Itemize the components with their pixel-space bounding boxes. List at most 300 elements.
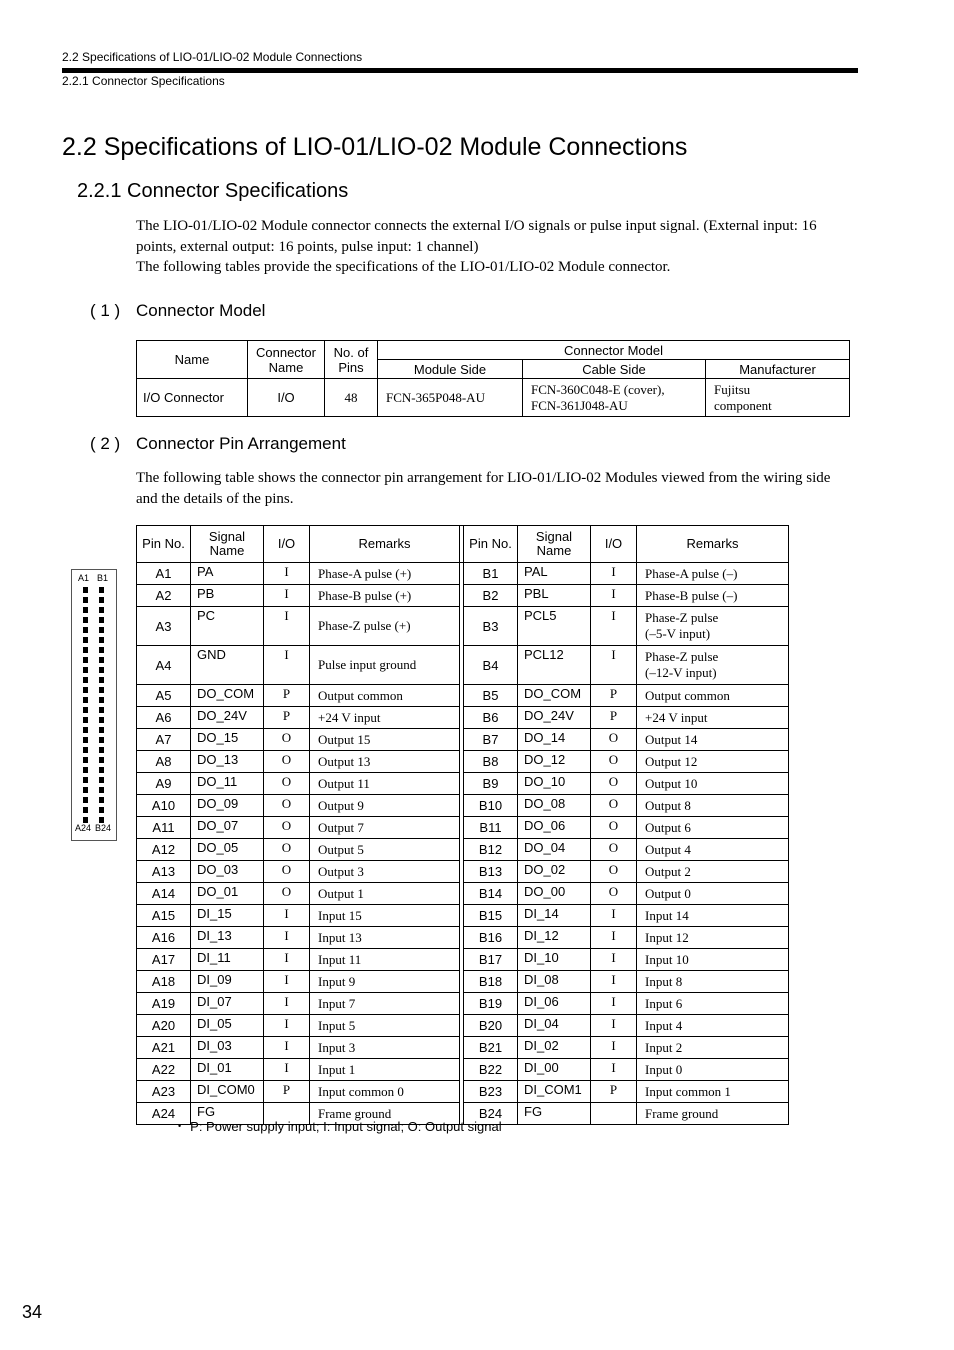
pin-number: A5: [137, 685, 191, 707]
table-row: [137, 685, 789, 707]
signal-name: DI_04: [518, 1015, 591, 1037]
io-type: O: [591, 773, 637, 795]
pin-dot: [99, 677, 104, 683]
io-type: P: [264, 1081, 310, 1103]
table-row: [137, 707, 789, 729]
table-row: [137, 795, 789, 817]
remarks-line-2: (–5-V input): [645, 626, 711, 641]
intro-paragraph-1: The LIO-01/LIO-02 Module connector connects the external I/O signals or pulse input signal. (External input: 16 points, external output: 16 points, pulse input: 1 channel): [136, 218, 817, 255]
io-type: O: [264, 729, 310, 751]
pin-dot: [83, 687, 88, 693]
page-title: 2.2 Specifications of LIO-01/LIO-02 Module Connections: [62, 133, 688, 161]
remarks: Phase-Z pulse (+): [310, 607, 460, 646]
heading-text: Connector Model: [136, 301, 266, 320]
pin-dot: [83, 717, 88, 723]
signal-name: DI_13: [191, 927, 264, 949]
io-type: I: [591, 949, 637, 971]
header-no-of-pins: No. of Pins: [325, 341, 378, 379]
table-row: [137, 773, 789, 795]
remarks: Output 6: [637, 817, 789, 839]
pin-dot: [83, 607, 88, 613]
pin-number: B12: [464, 839, 518, 861]
remarks: Input 8: [637, 971, 789, 993]
pin-dot: [83, 597, 88, 603]
remarks: Input 13: [310, 927, 460, 949]
pin-number: B16: [464, 927, 518, 949]
io-type: I: [591, 905, 637, 927]
table-row: [137, 646, 789, 685]
pin-dot: [99, 587, 104, 593]
pin-dot: [83, 747, 88, 753]
remarks: Output common: [637, 685, 789, 707]
pin-dot: [83, 767, 88, 773]
header-cable-side: Cable Side: [523, 360, 706, 379]
pin-number: B3: [464, 607, 518, 646]
label-b24: B24: [95, 823, 112, 833]
pin-number: A8: [137, 751, 191, 773]
pin-dot: [83, 677, 88, 683]
io-type: I: [264, 949, 310, 971]
pin-dot: [83, 587, 88, 593]
io-type: I: [591, 927, 637, 949]
signal-name: PA: [191, 563, 264, 585]
header-io-b: I/O: [591, 526, 637, 563]
pin-number: B11: [464, 817, 518, 839]
remarks-line-1: Phase-Z pulse: [645, 610, 719, 625]
remarks: Output 14: [637, 729, 789, 751]
io-type: I: [264, 927, 310, 949]
pin-dot: [99, 777, 104, 783]
pin-number: B15: [464, 905, 518, 927]
signal-name: DI_00: [518, 1059, 591, 1081]
pin-dot: [99, 737, 104, 743]
remarks: Input 4: [637, 1015, 789, 1037]
signal-name: DO_11: [191, 773, 264, 795]
io-type: O: [264, 883, 310, 905]
remarks: Output common: [310, 685, 460, 707]
pin-number: A15: [137, 905, 191, 927]
remarks: Output 8: [637, 795, 789, 817]
remarks: Output 4: [637, 839, 789, 861]
pin-dot: [83, 637, 88, 643]
signal-name: DI_14: [518, 905, 591, 927]
remarks: Input 2: [637, 1037, 789, 1059]
io-type: I: [264, 1037, 310, 1059]
heading-text: Connector Pin Arrangement: [136, 434, 346, 453]
pin-intro-paragraph: The following table shows the connector pin arrangement for LIO-01/LIO-02 Modules viewed from the wiring side and the details of the pins.: [136, 470, 831, 507]
pin-dot: [99, 647, 104, 653]
pin-number: A10: [137, 795, 191, 817]
note-text: P: Power supply input; I: Input signal; O: Output signal: [190, 1119, 502, 1134]
pin-dot: [99, 627, 104, 633]
page-number: 34: [22, 1302, 43, 1322]
pin-dot: [99, 757, 104, 763]
header-rule: [62, 68, 858, 73]
io-type: P: [591, 685, 637, 707]
cable-line-2: FCN-361J048-AU: [531, 397, 628, 413]
signal-name: FG: [518, 1103, 591, 1125]
signal-name: DO_03: [191, 861, 264, 883]
pin-column-a: [83, 587, 89, 827]
table-row: [137, 883, 789, 905]
pin-dot: [83, 807, 88, 813]
pin-dot: [99, 767, 104, 773]
pin-number: B1: [464, 563, 518, 585]
signal-name: DI_06: [518, 993, 591, 1015]
pin-dot: [83, 757, 88, 763]
cell-connector-name: I/O: [248, 379, 325, 417]
intro-paragraph-2: The following tables provide the specifications of the LIO-01/LIO-02 Module connector.: [136, 259, 671, 275]
io-type: I: [264, 971, 310, 993]
remarks: Phase-A pulse (–): [637, 563, 789, 585]
cell-cable-side: [523, 379, 706, 417]
pin-dot: [83, 777, 88, 783]
running-header-subsection: 2.2.1 Connector Specifications: [62, 74, 225, 88]
header-name: Name: [137, 341, 248, 379]
pin-number: B19: [464, 993, 518, 1015]
remarks: Input common 0: [310, 1081, 460, 1103]
pin-dot: [83, 647, 88, 653]
signal-name: DI_09: [191, 971, 264, 993]
io-type: I: [591, 971, 637, 993]
pin-number: B9: [464, 773, 518, 795]
io-type: I: [591, 585, 637, 607]
header-io-a: I/O: [264, 526, 310, 563]
pin-number: B7: [464, 729, 518, 751]
remarks: Input 0: [637, 1059, 789, 1081]
signal-name: DI_05: [191, 1015, 264, 1037]
section-title: 2.2.1 Connector Specifications: [77, 180, 349, 202]
pin-number: A4: [137, 646, 191, 685]
pin-dot: [99, 617, 104, 623]
table-row: [137, 729, 789, 751]
signal-name: DI_COM1: [518, 1081, 591, 1103]
signal-name: DO_14: [518, 729, 591, 751]
label-a24: A24: [75, 823, 92, 833]
signal-name: DO_COM: [191, 685, 264, 707]
remarks: Output 15: [310, 729, 460, 751]
table-row: [137, 905, 789, 927]
header-module-side: Module Side: [378, 360, 523, 379]
pin-number: B22: [464, 1059, 518, 1081]
remarks: Output 11: [310, 773, 460, 795]
pin-dot: [99, 607, 104, 613]
signal-name: PB: [191, 585, 264, 607]
io-type: O: [591, 795, 637, 817]
pin-number: A24: [137, 1103, 191, 1125]
io-type: I: [264, 905, 310, 927]
pin-number: B2: [464, 585, 518, 607]
io-type: O: [264, 795, 310, 817]
pin-number: B17: [464, 949, 518, 971]
heading-connector-model: [90, 301, 265, 321]
io-type: I: [591, 646, 637, 685]
pin-number: A16: [137, 927, 191, 949]
remarks: Input common 1: [637, 1081, 789, 1103]
io-type: O: [264, 751, 310, 773]
io-type: I: [591, 1015, 637, 1037]
signal-name: DO_24V: [518, 707, 591, 729]
pin-number: A22: [137, 1059, 191, 1081]
remarks: Output 7: [310, 817, 460, 839]
table-row: [137, 993, 789, 1015]
remarks: +24 V input: [637, 707, 789, 729]
remarks: Output 12: [637, 751, 789, 773]
signal-name: DO_24V: [191, 707, 264, 729]
header-connector-name: Connector Name: [248, 341, 325, 379]
pin-number: B6: [464, 707, 518, 729]
pin-number: B13: [464, 861, 518, 883]
io-type: O: [591, 839, 637, 861]
cell-module-side: FCN-365P048-AU: [378, 379, 523, 417]
pin-number: A17: [137, 949, 191, 971]
signal-name: DO_08: [518, 795, 591, 817]
cable-line-1: FCN-360C048-E (cover),: [531, 381, 665, 397]
signal-name: DI_02: [518, 1037, 591, 1059]
io-type: I: [591, 1037, 637, 1059]
pin-number: B4: [464, 646, 518, 685]
remarks: Output 5: [310, 839, 460, 861]
remarks: Input 5: [310, 1015, 460, 1037]
signal-name: DO_02: [518, 861, 591, 883]
pin-number: B8: [464, 751, 518, 773]
pin-number: B14: [464, 883, 518, 905]
table-row: [137, 1059, 789, 1081]
pin-dot: [99, 657, 104, 663]
running-header-section: 2.2 Specifications of LIO-01/LIO-02 Module Connections: [62, 50, 363, 64]
remarks: Phase-B pulse (+): [310, 585, 460, 607]
manufacturer-line-1: Fujitsu: [714, 381, 751, 397]
remarks: Input 12: [637, 927, 789, 949]
pin-number: B20: [464, 1015, 518, 1037]
header-pin-no-a: Pin No.: [137, 526, 191, 563]
remarks: Output 10: [637, 773, 789, 795]
signal-name: FG: [191, 1103, 264, 1125]
remarks: Output 0: [637, 883, 789, 905]
io-type: O: [591, 817, 637, 839]
pin-dot: [99, 697, 104, 703]
io-type: O: [264, 839, 310, 861]
signal-name: DO_06: [518, 817, 591, 839]
io-type: O: [591, 883, 637, 905]
remarks: Output 9: [310, 795, 460, 817]
remarks: Phase-A pulse (+): [310, 563, 460, 585]
signal-name: GND: [191, 646, 264, 685]
manufacturer-line-2: component: [714, 397, 772, 413]
table-row: [137, 563, 789, 585]
pin-dot: [99, 747, 104, 753]
connector-model-table: [136, 340, 850, 417]
pin-dot: [99, 807, 104, 813]
remarks: Output 1: [310, 883, 460, 905]
cell-no-of-pins: 48: [325, 379, 378, 417]
signal-name: PCL5: [518, 607, 591, 646]
pin-dot: [99, 637, 104, 643]
io-type: I: [264, 563, 310, 585]
io-type: I: [264, 1015, 310, 1037]
signal-name: DI_03: [191, 1037, 264, 1059]
pin-dot: [83, 697, 88, 703]
pin-number: A19: [137, 993, 191, 1015]
io-type: I: [264, 993, 310, 1015]
legend-note: [178, 1119, 502, 1134]
signal-name: DO_07: [191, 817, 264, 839]
pin-dot: [83, 707, 88, 713]
pin-number: A13: [137, 861, 191, 883]
label-b1: B1: [97, 573, 109, 583]
io-type: I: [591, 607, 637, 646]
pin-number: A11: [137, 817, 191, 839]
heading-number: ( 1 ): [90, 301, 121, 320]
io-type: P: [264, 707, 310, 729]
pin-dot: [99, 727, 104, 733]
io-type: O: [591, 729, 637, 751]
remarks: Input 14: [637, 905, 789, 927]
table-row: [137, 839, 789, 861]
signal-name: DI_COM0: [191, 1081, 264, 1103]
pin-dot: [83, 657, 88, 663]
signal-name: DO_12: [518, 751, 591, 773]
pin-number: A3: [137, 607, 191, 646]
table-row: [137, 971, 789, 993]
heading-number: ( 2 ): [90, 434, 121, 453]
signal-name: DI_01: [191, 1059, 264, 1081]
pin-dot: [83, 617, 88, 623]
io-type: I: [264, 585, 310, 607]
header-manufacturer: Manufacturer: [706, 360, 850, 379]
connector-diagram: [71, 569, 117, 841]
table-row: [137, 1015, 789, 1037]
io-type: I: [264, 607, 310, 646]
bullet-icon: •: [178, 1121, 182, 1131]
pin-arrangement-table: [136, 525, 789, 1125]
remarks: Input 1: [310, 1059, 460, 1081]
pin-dot: [99, 787, 104, 793]
pin-number: A6: [137, 707, 191, 729]
pin-number: A20: [137, 1015, 191, 1037]
signal-name: PBL: [518, 585, 591, 607]
pin-number: A9: [137, 773, 191, 795]
pin-dot: [99, 597, 104, 603]
table-row: [137, 585, 789, 607]
signal-name: DO_05: [191, 839, 264, 861]
cell-name: I/O Connector: [137, 379, 248, 417]
remarks: Input 3: [310, 1037, 460, 1059]
remarks: Input 6: [637, 993, 789, 1015]
io-type: P: [591, 1081, 637, 1103]
signal-name: DO_COM: [518, 685, 591, 707]
signal-name: DO_00: [518, 883, 591, 905]
signal-name: DO_04: [518, 839, 591, 861]
io-type: I: [591, 563, 637, 585]
remarks: [637, 646, 789, 685]
pin-number: A23: [137, 1081, 191, 1103]
table-row: [137, 949, 789, 971]
table-row: [137, 1037, 789, 1059]
pin-dot: [83, 627, 88, 633]
remarks-line-1: Phase-Z pulse: [645, 649, 719, 664]
pin-number: B23: [464, 1081, 518, 1103]
io-type: I: [591, 1059, 637, 1081]
remarks: Input 10: [637, 949, 789, 971]
signal-name: DI_08: [518, 971, 591, 993]
signal-name: DI_12: [518, 927, 591, 949]
io-type: O: [264, 773, 310, 795]
table-row: [137, 751, 789, 773]
table-row: [137, 1081, 789, 1103]
header-remarks-a: Remarks: [310, 526, 460, 563]
pin-dot: [99, 687, 104, 693]
header-signal-name-b: Signal Name: [518, 526, 591, 563]
io-type: O: [591, 751, 637, 773]
pin-column-b: [99, 587, 105, 827]
pin-dot: [83, 797, 88, 803]
header-signal-name-a: Signal Name: [191, 526, 264, 563]
io-type: P: [264, 685, 310, 707]
io-type: I: [591, 993, 637, 1015]
signal-name: PAL: [518, 563, 591, 585]
remarks: Pulse input ground: [310, 646, 460, 685]
signal-name: PCL12: [518, 646, 591, 685]
remarks: Frame ground: [637, 1103, 789, 1125]
signal-name: DI_10: [518, 949, 591, 971]
pin-number: A2: [137, 585, 191, 607]
remarks: Output 13: [310, 751, 460, 773]
io-type: I: [264, 1059, 310, 1081]
remarks: Input 9: [310, 971, 460, 993]
pin-number: A18: [137, 971, 191, 993]
signal-name: DI_11: [191, 949, 264, 971]
pin-number: B21: [464, 1037, 518, 1059]
signal-name: DO_09: [191, 795, 264, 817]
remarks-line-2: (–12-V input): [645, 665, 717, 680]
label-a1: A1: [78, 573, 90, 583]
remarks: Input 11: [310, 949, 460, 971]
table-row: [137, 607, 789, 646]
remarks: +24 V input: [310, 707, 460, 729]
pin-number: A1: [137, 563, 191, 585]
pin-number: B18: [464, 971, 518, 993]
table-row: [137, 817, 789, 839]
remarks: Output 2: [637, 861, 789, 883]
pin-dot: [99, 717, 104, 723]
io-type: [591, 1103, 637, 1125]
remarks: [637, 607, 789, 646]
io-type: O: [264, 861, 310, 883]
pin-dot: [99, 707, 104, 713]
io-type: I: [264, 646, 310, 685]
signal-name: DO_13: [191, 751, 264, 773]
signal-name: DI_07: [191, 993, 264, 1015]
signal-name: DO_10: [518, 773, 591, 795]
pin-dot: [83, 787, 88, 793]
table-row: [137, 861, 789, 883]
remarks: Frame ground: [310, 1103, 460, 1125]
header-remarks-b: Remarks: [637, 526, 789, 563]
signal-name: PC: [191, 607, 264, 646]
pin-dot: [99, 797, 104, 803]
remarks: Input 7: [310, 993, 460, 1015]
pin-dot: [83, 667, 88, 673]
pin-number: B24: [464, 1103, 518, 1125]
pin-dot: [99, 667, 104, 673]
pin-dot: [83, 737, 88, 743]
cell-manufacturer: [706, 379, 850, 417]
pin-number: B5: [464, 685, 518, 707]
io-type: O: [264, 817, 310, 839]
pin-number: A7: [137, 729, 191, 751]
io-type: O: [591, 861, 637, 883]
